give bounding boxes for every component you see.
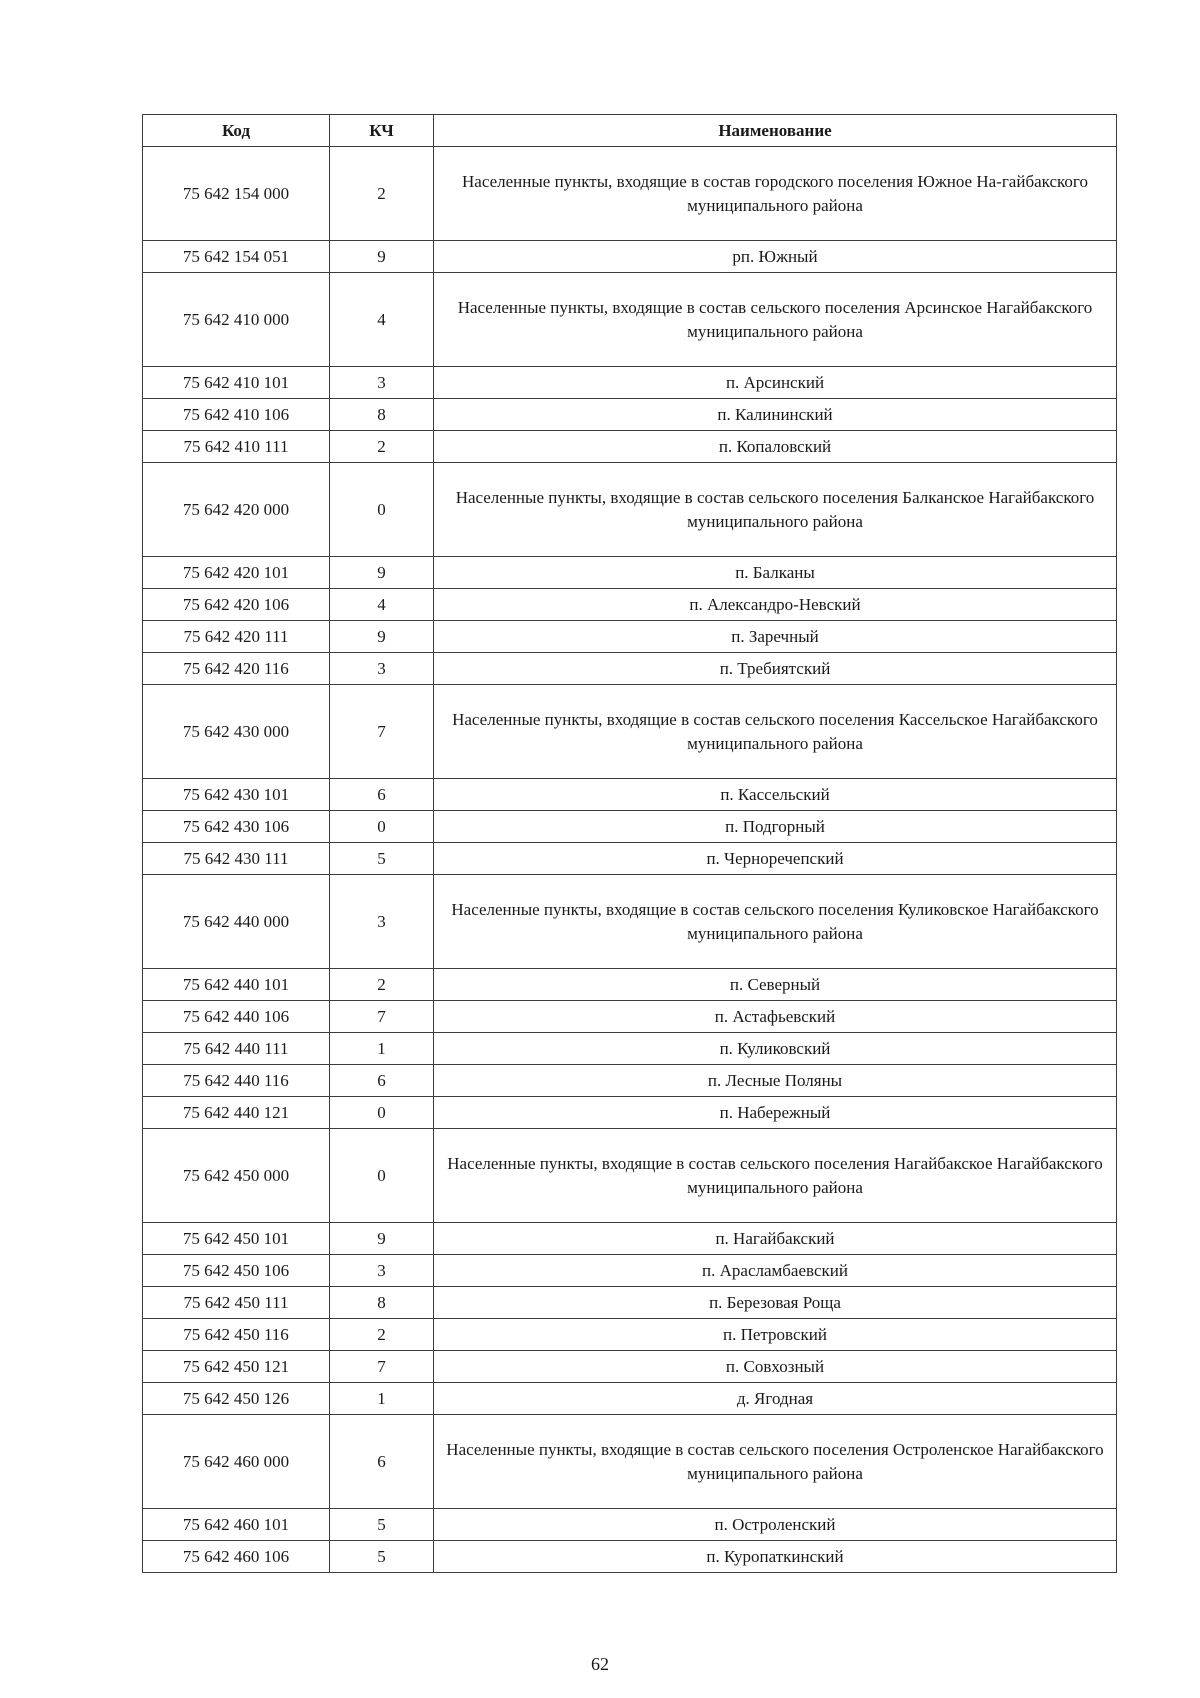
cell-name: п. Кассельский bbox=[434, 779, 1117, 811]
cell-kch: 3 bbox=[330, 875, 434, 969]
table-row bbox=[143, 1097, 1117, 1129]
cell-code: 75 642 420 116 bbox=[143, 653, 330, 685]
cell-kch: 6 bbox=[330, 1065, 434, 1097]
cell-kch: 0 bbox=[330, 1097, 434, 1129]
cell-name: Населенные пункты, входящие в состав сельского поселения Балканское Нагайбакского муниципального района bbox=[434, 463, 1117, 557]
cell-name: п. Куликовский bbox=[434, 1033, 1117, 1065]
cell-kch: 9 bbox=[330, 621, 434, 653]
cell-code: 75 642 450 106 bbox=[143, 1255, 330, 1287]
cell-kch: 8 bbox=[330, 399, 434, 431]
cell-name: п. Калининский bbox=[434, 399, 1117, 431]
table-row bbox=[143, 241, 1117, 273]
table-row bbox=[143, 1509, 1117, 1541]
table-row bbox=[143, 399, 1117, 431]
cell-kch: 7 bbox=[330, 685, 434, 779]
table-row bbox=[143, 811, 1117, 843]
cell-code: 75 642 430 111 bbox=[143, 843, 330, 875]
table-row bbox=[143, 557, 1117, 589]
header-row bbox=[143, 115, 1117, 147]
table-row bbox=[143, 1065, 1117, 1097]
cell-name: п. Нагайбакский bbox=[434, 1223, 1117, 1255]
table-row bbox=[143, 653, 1117, 685]
cell-kch: 0 bbox=[330, 1129, 434, 1223]
table-row bbox=[143, 1033, 1117, 1065]
cell-name: п. Северный bbox=[434, 969, 1117, 1001]
cell-code: 75 642 450 121 bbox=[143, 1351, 330, 1383]
cell-code: 75 642 450 111 bbox=[143, 1287, 330, 1319]
table-row bbox=[143, 1223, 1117, 1255]
cell-name: п. Подгорный bbox=[434, 811, 1117, 843]
cell-code: 75 642 430 000 bbox=[143, 685, 330, 779]
cell-code: 75 642 420 101 bbox=[143, 557, 330, 589]
table-row bbox=[143, 1383, 1117, 1415]
table-row bbox=[143, 1351, 1117, 1383]
table-row bbox=[143, 431, 1117, 463]
table-row bbox=[143, 1255, 1117, 1287]
table-row bbox=[143, 1001, 1117, 1033]
cell-name: п. Набережный bbox=[434, 1097, 1117, 1129]
cell-name: п. Требиятский bbox=[434, 653, 1117, 685]
cell-name: Населенные пункты, входящие в состав городского поселения Южное На-гайбакского муниципального района bbox=[434, 147, 1117, 241]
cell-code: 75 642 440 000 bbox=[143, 875, 330, 969]
cell-kch: 6 bbox=[330, 779, 434, 811]
cell-kch: 7 bbox=[330, 1351, 434, 1383]
table-row bbox=[143, 621, 1117, 653]
table-row bbox=[143, 367, 1117, 399]
cell-name: п. Копаловский bbox=[434, 431, 1117, 463]
table-row bbox=[143, 969, 1117, 1001]
cell-name: Населенные пункты, входящие в состав сельского поселения Куликовское Нагайбакского муниципального района bbox=[434, 875, 1117, 969]
cell-code: 75 642 450 000 bbox=[143, 1129, 330, 1223]
cell-name: Населенные пункты, входящие в состав сельского поселения Арсинское Нагайбакского муниципального района bbox=[434, 273, 1117, 367]
cell-kch: 9 bbox=[330, 1223, 434, 1255]
cell-name: п. Остроленский bbox=[434, 1509, 1117, 1541]
table-row bbox=[143, 843, 1117, 875]
cell-kch: 3 bbox=[330, 367, 434, 399]
table-row bbox=[143, 1541, 1117, 1573]
cell-code: 75 642 154 000 bbox=[143, 147, 330, 241]
cell-code: 75 642 460 101 bbox=[143, 1509, 330, 1541]
cell-code: 75 642 430 101 bbox=[143, 779, 330, 811]
cell-name: п. Арасламбаевский bbox=[434, 1255, 1117, 1287]
header-kch: КЧ bbox=[330, 115, 434, 147]
cell-name: Населенные пункты, входящие в состав сельского поселения Кассельское Нагайбакского муниципального района bbox=[434, 685, 1117, 779]
classifier-table bbox=[142, 114, 1117, 1573]
cell-name: п. Арсинский bbox=[434, 367, 1117, 399]
cell-kch: 2 bbox=[330, 1319, 434, 1351]
cell-kch: 8 bbox=[330, 1287, 434, 1319]
cell-code: 75 642 450 101 bbox=[143, 1223, 330, 1255]
group-row bbox=[143, 875, 1117, 969]
cell-kch: 3 bbox=[330, 653, 434, 685]
cell-code: 75 642 460 000 bbox=[143, 1415, 330, 1509]
cell-name: Населенные пункты, входящие в состав сельского поселения Нагайбакское Нагайбакского муниципального района bbox=[434, 1129, 1117, 1223]
cell-name: п. Совхозный bbox=[434, 1351, 1117, 1383]
cell-kch: 5 bbox=[330, 843, 434, 875]
cell-code: 75 642 450 116 bbox=[143, 1319, 330, 1351]
cell-name: п. Заречный bbox=[434, 621, 1117, 653]
group-row bbox=[143, 685, 1117, 779]
cell-code: 75 642 410 106 bbox=[143, 399, 330, 431]
cell-name: рп. Южный bbox=[434, 241, 1117, 273]
cell-code: 75 642 440 116 bbox=[143, 1065, 330, 1097]
table-row bbox=[143, 779, 1117, 811]
cell-kch: 1 bbox=[330, 1383, 434, 1415]
group-row bbox=[143, 463, 1117, 557]
cell-kch: 3 bbox=[330, 1255, 434, 1287]
header-name: Наименование bbox=[434, 115, 1117, 147]
cell-code: 75 642 420 111 bbox=[143, 621, 330, 653]
cell-kch: 5 bbox=[330, 1541, 434, 1573]
cell-kch: 2 bbox=[330, 431, 434, 463]
cell-code: 75 642 420 106 bbox=[143, 589, 330, 621]
group-row bbox=[143, 1129, 1117, 1223]
cell-kch: 4 bbox=[330, 589, 434, 621]
table-row bbox=[143, 1287, 1117, 1319]
cell-kch: 0 bbox=[330, 811, 434, 843]
cell-code: 75 642 440 106 bbox=[143, 1001, 330, 1033]
group-row bbox=[143, 147, 1117, 241]
cell-kch: 9 bbox=[330, 557, 434, 589]
cell-code: 75 642 460 106 bbox=[143, 1541, 330, 1573]
cell-kch: 7 bbox=[330, 1001, 434, 1033]
cell-name: п. Березовая Роща bbox=[434, 1287, 1117, 1319]
cell-kch: 5 bbox=[330, 1509, 434, 1541]
cell-code: 75 642 440 101 bbox=[143, 969, 330, 1001]
cell-code: 75 642 450 126 bbox=[143, 1383, 330, 1415]
cell-name: д. Ягодная bbox=[434, 1383, 1117, 1415]
cell-code: 75 642 440 121 bbox=[143, 1097, 330, 1129]
cell-kch: 4 bbox=[330, 273, 434, 367]
cell-name: п. Лесные Поляны bbox=[434, 1065, 1117, 1097]
cell-name: п. Александро-Невский bbox=[434, 589, 1117, 621]
cell-kch: 2 bbox=[330, 147, 434, 241]
cell-kch: 9 bbox=[330, 241, 434, 273]
cell-kch: 1 bbox=[330, 1033, 434, 1065]
cell-kch: 0 bbox=[330, 463, 434, 557]
group-row bbox=[143, 1415, 1117, 1509]
table-row bbox=[143, 589, 1117, 621]
cell-name: п. Астафьевский bbox=[434, 1001, 1117, 1033]
table-row bbox=[143, 1319, 1117, 1351]
cell-code: 75 642 410 000 bbox=[143, 273, 330, 367]
cell-code: 75 642 440 111 bbox=[143, 1033, 330, 1065]
cell-name: п. Балканы bbox=[434, 557, 1117, 589]
cell-name: п. Куропаткинский bbox=[434, 1541, 1117, 1573]
cell-kch: 2 bbox=[330, 969, 434, 1001]
cell-kch: 6 bbox=[330, 1415, 434, 1509]
cell-code: 75 642 410 111 bbox=[143, 431, 330, 463]
cell-code: 75 642 410 101 bbox=[143, 367, 330, 399]
cell-code: 75 642 420 000 bbox=[143, 463, 330, 557]
cell-name: п. Черноречепский bbox=[434, 843, 1117, 875]
group-row bbox=[143, 273, 1117, 367]
page-number: 62 bbox=[591, 1654, 609, 1674]
cell-code: 75 642 430 106 bbox=[143, 811, 330, 843]
cell-name: Населенные пункты, входящие в состав сельского поселения Остроленское Нагайбакского муниципального района bbox=[434, 1415, 1117, 1509]
cell-code: 75 642 154 051 bbox=[143, 241, 330, 273]
header-code: Код bbox=[143, 115, 330, 147]
cell-name: п. Петровский bbox=[434, 1319, 1117, 1351]
